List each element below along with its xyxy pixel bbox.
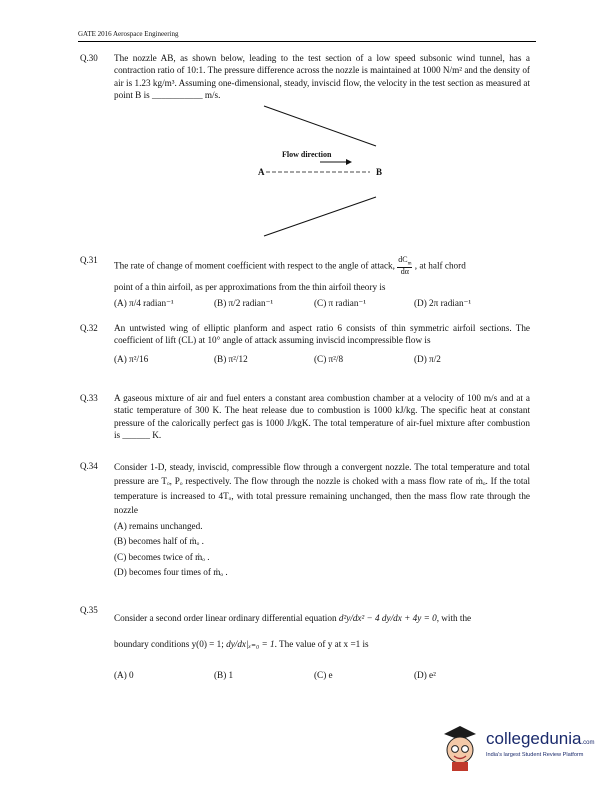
- question-number: Q.33: [80, 393, 98, 403]
- option-a[interactable]: (A) 0: [114, 669, 134, 680]
- option-b[interactable]: (B) 1: [214, 669, 234, 680]
- flow-arrow-head: [346, 159, 352, 165]
- question-33: [80, 392, 530, 442]
- option-d[interactable]: (D) e²: [414, 669, 436, 680]
- collegedunia-logo[interactable]: [438, 722, 594, 776]
- options-row: [114, 669, 530, 681]
- header-divider: [78, 41, 536, 42]
- options-row: [114, 297, 530, 309]
- option-b[interactable]: (B) π²/12: [214, 353, 248, 364]
- question-text: The rate of change of moment coefficient with respect to the angle of attack, $\frac{dC_m}{d\alpha}$ , at half chord point of a thin airfoil, as per approximations from the thin airfoil theory is: [114, 255, 466, 292]
- question-number: Q.34: [80, 461, 98, 471]
- question-text: An untwisted wing of elliptic planform and aspect ratio 6 consists of thin symmetric airfoil sections. The coefficient of lift (CL) at 10° angle of attack assuming inviscid incompressible flow is: [114, 323, 530, 346]
- question-text: Consider 1-D, steady, inviscid, compressible flow through a convergent nozzle. The total temperature and total pressure are Tₒ, Pₒ respectively. The flow through the nozzle is choked with a mass flow rate of ṁₒ. If the total temperature is increased to 4Tₒ, with total pressure remaining unchanged, then the mass flow rate through the nozzle: [114, 462, 530, 515]
- logo-tagline: India's largest Student Review Platform: [486, 752, 584, 758]
- question-31: [80, 254, 530, 310]
- boundary-conditions: boundary conditions y(0) = 1; dy/dx|ₓ₌₀ = 1. The value of y at x =1 is: [114, 639, 369, 650]
- nozzle-upper-wall: [264, 106, 376, 146]
- question-text: Consider a second order linear ordinary differential equation d²y/dx² − 4 dy/dx + 4y = 0, with the boundary conditions y(0) = 1; dy/dx|ₓ₌₀ = 1. The value of y at x =1 is: [114, 604, 530, 651]
- differential-equation: d²y/dx² − 4 dy/dx + 4y = 0: [338, 613, 437, 623]
- point-b-label: B: [376, 167, 383, 177]
- option-c[interactable]: (C) π²/8: [314, 353, 344, 364]
- question-number: Q.30: [80, 53, 98, 63]
- option-a[interactable]: (A) π/4 radian⁻¹: [114, 298, 174, 309]
- nozzle-lower-wall: [264, 197, 376, 236]
- option-a[interactable]: (A) remains unchanged.: [114, 521, 203, 531]
- options-row: [114, 353, 530, 365]
- derivative-fraction: $\frac{dC_m}{d\alpha}$: [398, 255, 412, 277]
- option-c[interactable]: (C) becomes twice of ṁₒ .: [114, 551, 210, 562]
- question-number: Q.35: [80, 605, 98, 615]
- flow-direction-label: Flow direction: [282, 150, 332, 159]
- question-text: A gaseous mixture of air and fuel enters a constant area combustion chamber at a velocity of 100 m/s and at a static temperature of 300 K. The heat release due to combustion is 1000 kJ/kg. The specific heat at constant pressure of the calorically perfect gas is 1000 J/kgK. The total temperature of air-fuel mixture after combustion is ______ K.: [114, 393, 530, 441]
- question-text: The nozzle AB, as shown below, leading to the test section of a low speed subsonic wind tunnel, has a contraction ratio of 10:1. The pressure difference across the nozzle is maintained at 1000 N/m² and the density of air is 1.23 kg/m³. Assuming one-dimensional, steady, inviscid flow, the velocity in the test section as measured at point B is ___________ m/s.: [114, 53, 530, 101]
- nozzle-figure: [250, 104, 390, 240]
- logo-brand: collegedunia: [486, 729, 582, 748]
- option-b[interactable]: (B) becomes half of ṁₒ .: [114, 536, 204, 547]
- logo-tld: .com: [581, 740, 595, 746]
- option-c[interactable]: (C) e: [314, 669, 333, 680]
- question-number: Q.31: [80, 255, 98, 265]
- option-d[interactable]: (D) π/2: [414, 353, 441, 364]
- option-d[interactable]: (D) 2π radian⁻¹: [414, 298, 472, 309]
- option-a[interactable]: (A) π²/16: [114, 353, 149, 364]
- page-header: GATE 2016 Aerospace Engineering: [78, 30, 179, 38]
- question-32: [80, 322, 530, 365]
- question-30: [80, 52, 530, 102]
- option-c[interactable]: (C) π radian⁻¹: [314, 298, 367, 309]
- question-number: Q.32: [80, 323, 98, 333]
- option-d[interactable]: (D) becomes four times of ṁₒ .: [114, 567, 228, 578]
- option-b[interactable]: (B) π/2 radian⁻¹: [214, 298, 274, 309]
- options-list: [114, 520, 530, 579]
- mascot-icon: [438, 722, 482, 772]
- point-a-label: A: [258, 167, 265, 177]
- question-34: [80, 460, 530, 579]
- question-35: [80, 604, 530, 681]
